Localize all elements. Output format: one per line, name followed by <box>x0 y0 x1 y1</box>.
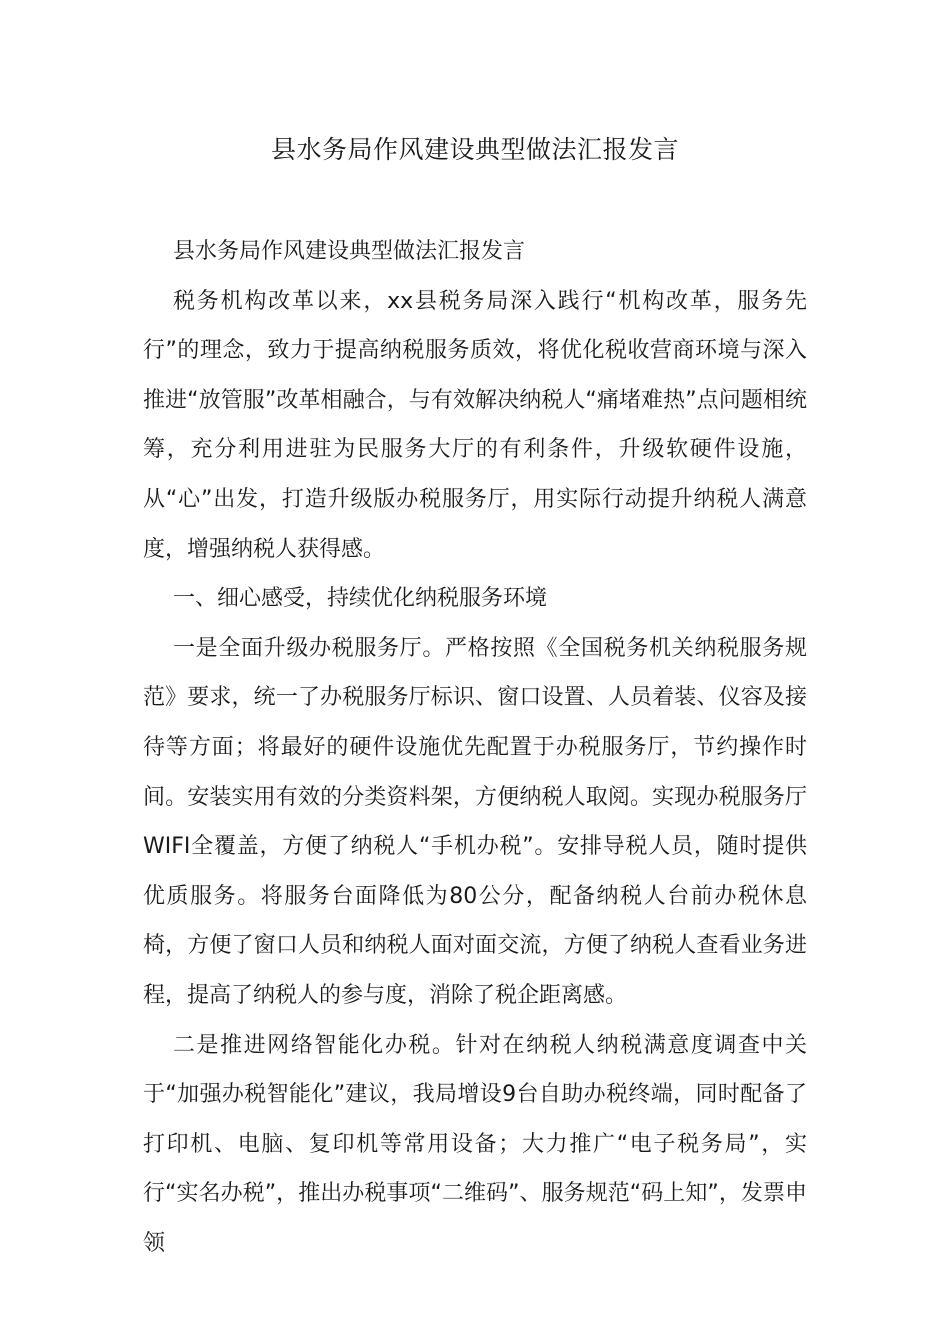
document-title: 县水务局作风建设典型做法汇报发言 <box>270 135 679 164</box>
document-body <box>143 227 807 1268</box>
paragraph-service-hall: 一是全面升级办税服务厅。严格按照《全国税务机关纳税服务规范》要求，统一了办税服务厅标识、窗口设置、人员着装、仪容及接待等方面；将最好的硬件设施优先配置于办税服务厅，节约操作时间。安装实用有效的分类资料架，方便纳税人取阅。实现办税服务厅WIFI全覆盖，方便了纳税人“手机办税”。安排导税人员，随时提供优质服务。将服务台面降低为80公分，配备纳税人台前办税休息椅，方便了窗口人员和纳税人面对面交流，方便了纳税人查看业务进程，提高了纳税人的参与度，消除了税企距离感。 <box>143 635 807 1008</box>
paragraph-intro: 税务机构改革以来，xx县税务局深入践行“机构改革，服务先行”的理念，致力于提高纳税服务质效，将优化税收营商环境与深入推进“放管服”改革相融合，与有效解决纳税人“痛堵难热”点问题相统筹，充分利用进驻为民服务大厅的有利条件，升级软硬件设施，从“心”出发，打造升级版办税服务厅，用实际行动提升纳税人满意度，增强纳税人获得感。 <box>143 288 807 562</box>
section-heading-1: 一、细心感受，持续优化纳税服务环境 <box>173 586 548 612</box>
paragraph-smart-tax: 二是推进网络智能化办税。针对在纳税人纳税满意度调查中关于“加强办税智能化”建议，我局增设9台自助办税终端，同时配备了打印机、电脑、复印机等常用设备；大力推广“电子税务局”，实行“实名办税”，推出办税事项“二维码”、服务规范“码上知”，发票申领 <box>143 1032 807 1256</box>
paragraph-subtitle: 县水务局作风建设典型做法汇报发言 <box>173 239 526 264</box>
